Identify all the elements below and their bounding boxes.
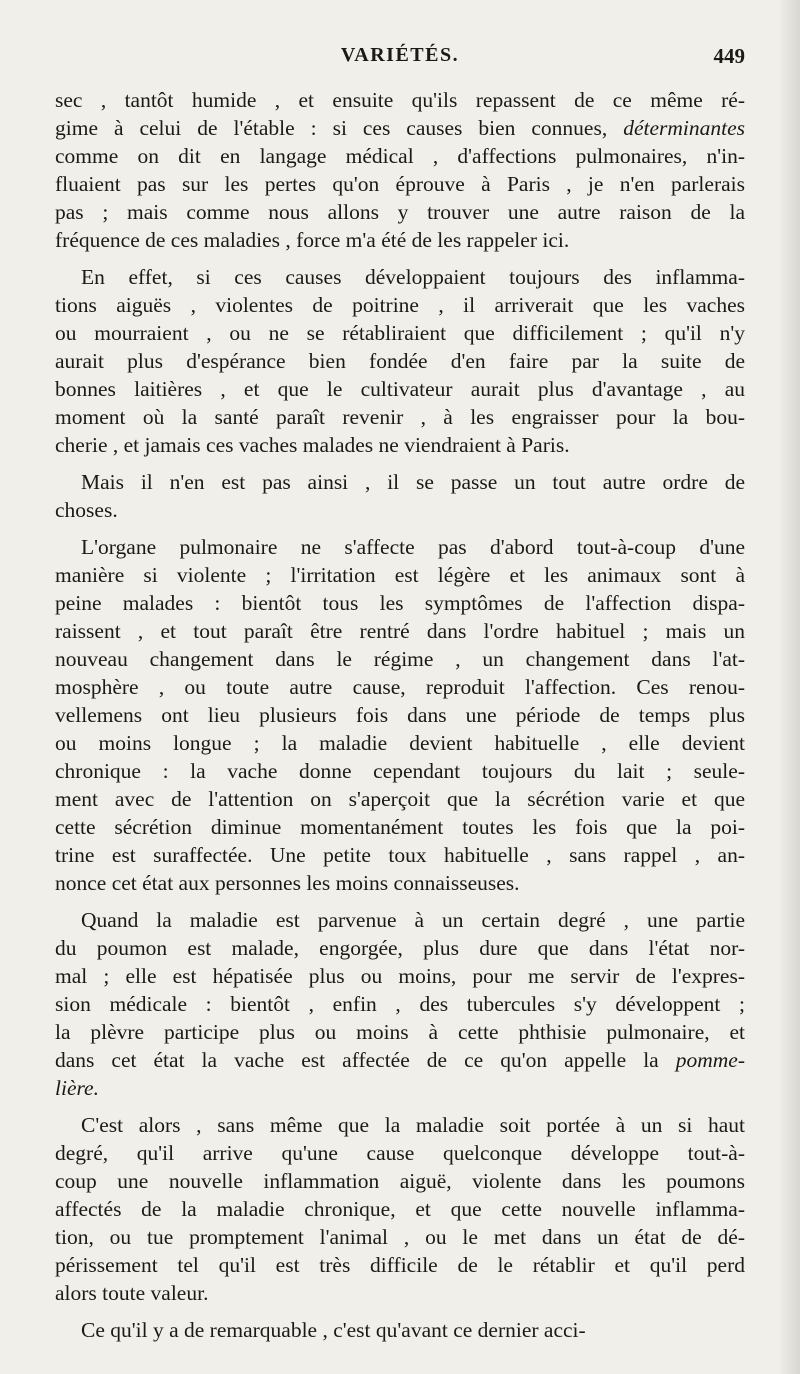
text-line: Quand la maladie est parvenue à un certain degré , une partie — [81, 908, 745, 932]
text-line: peine malades : bientôt tous les symptômes de l'affection dispa- — [55, 591, 745, 615]
text-line: dans cet état la vache est affectée de ce qu'on appelle la pomme- — [55, 1048, 745, 1072]
text-line: coup une nouvelle inflammation aiguë, violente dans les poumons — [55, 1169, 745, 1193]
text-line: sec , tantôt humide , et ensuite qu'ils repassent de ce même ré- — [55, 88, 745, 112]
paragraph — [55, 1316, 745, 1344]
paragraph-gap — [55, 897, 745, 906]
italic-term: pomme- — [675, 1048, 745, 1072]
body-text — [55, 86, 745, 1344]
text-line: moment où la santé paraît revenir , à les engraisser pour la bou- — [55, 405, 745, 429]
text-line: périssement tel qu'il est très difficile de le rétablir et qu'il perd — [55, 1253, 745, 1277]
text-line: En effet, si ces causes développaient toujours des inflamma- — [81, 265, 745, 289]
text-line: cette sécrétion diminue momentanément toutes les fois que la poi- — [55, 815, 745, 839]
text-line: mosphère , ou toute autre cause, reproduit l'affection. Ces renou- — [55, 675, 745, 699]
text-line: fluaient pas sur les pertes qu'on éprouve à Paris , je n'en parlerais — [55, 172, 745, 196]
text-line: bonnes laitières , et que le cultivateur aurait plus d'avantage , au — [55, 377, 745, 401]
italic-term: déterminantes — [623, 116, 745, 140]
paragraph-gap — [55, 524, 745, 533]
text-line: vellemens ont lieu plusieurs fois dans une période de temps plus — [55, 703, 745, 727]
paragraph — [55, 533, 745, 897]
paragraph-gap — [55, 459, 745, 468]
paragraph-gap — [55, 1307, 745, 1316]
text-line: chronique : la vache donne cependant toujours du lait ; seule- — [55, 759, 745, 783]
text-line: raissent , et tout paraît être rentré dans l'ordre habituel ; mais un — [55, 619, 745, 643]
text-line: comme on dit en langage médical , d'affections pulmonaires, n'in- — [55, 144, 745, 168]
text-line — [55, 1074, 745, 1102]
paragraph — [55, 906, 745, 1102]
text-line: du poumon est malade, engorgée, plus dure que dans l'état nor- — [55, 936, 745, 960]
paragraph — [55, 1111, 745, 1307]
text-line: sion médicale : bientôt , enfin , des tubercules s'y développent ; — [55, 992, 745, 1016]
text-line: tions aiguës , violentes de poitrine , il arriverait que les vaches — [55, 293, 745, 317]
page-number: 449 — [713, 44, 745, 68]
running-head: VARIÉTÉS. — [340, 44, 460, 66]
text-line: ment avec de l'attention on s'aperçoit que la sécrétion varie et que — [55, 787, 745, 811]
text-line: nonce cet état aux personnes les moins connaisseuses. — [55, 871, 520, 895]
italic-term: lière. — [55, 1076, 99, 1100]
text-line: choses. — [55, 498, 118, 522]
text-line: manière si violente ; l'irritation est légère et les animaux sont à — [55, 563, 745, 587]
page-header — [55, 44, 745, 76]
text-line: trine est suraffectée. Une petite toux habituelle , sans rappel , an- — [55, 843, 745, 867]
text-line: tion, ou tue promptement l'animal , ou le met dans un état de dé- — [55, 1225, 745, 1249]
text-line: Mais il n'en est pas ainsi , il se passe un tout autre ordre de — [81, 470, 745, 494]
paragraph-gap — [55, 1102, 745, 1111]
text-line: C'est alors , sans même que la maladie soit portée à un si haut — [81, 1113, 745, 1137]
text-line: mal ; elle est hépatisée plus ou moins, pour me servir de l'expres- — [55, 964, 745, 988]
paragraph — [55, 86, 745, 254]
text-line: L'organe pulmonaire ne s'affecte pas d'abord tout-à-coup d'une — [81, 535, 745, 559]
paragraph — [55, 468, 745, 524]
text-line: ou mourraient , ou ne se rétabliraient que difficilement ; qu'il n'y — [55, 321, 745, 345]
paragraph — [55, 263, 745, 459]
text-line: fréquence de ces maladies , force m'a été de les rappeler ici. — [55, 228, 570, 252]
text-line: nouveau changement dans le régime , un changement dans l'at- — [55, 647, 745, 671]
text-line: la plèvre participe plus ou moins à cette phthisie pulmonaire, et — [55, 1020, 745, 1044]
text-line: degré, qu'il arrive qu'une cause quelconque développe tout-à- — [55, 1141, 745, 1165]
text-line: alors toute valeur. — [55, 1281, 209, 1305]
paragraph-gap — [55, 254, 745, 263]
text-line: Ce qu'il y a de remarquable , c'est qu'avant ce dernier acci- — [81, 1318, 586, 1342]
text-line: cherie , et jamais ces vaches malades ne viendraient à Paris. — [55, 433, 570, 457]
text-line: affectés de la maladie chronique, et que cette nouvelle inflamma- — [55, 1197, 745, 1221]
text-line: ou moins longue ; la maladie devient habituelle , elle devient — [55, 731, 745, 755]
text-line: pas ; mais comme nous allons y trouver une autre raison de la — [55, 200, 745, 224]
text-line: gime à celui de l'étable : si ces causes bien connues, déterminantes — [55, 116, 745, 140]
text-line: aurait plus d'espérance bien fondée d'en faire par la suite de — [55, 349, 745, 373]
